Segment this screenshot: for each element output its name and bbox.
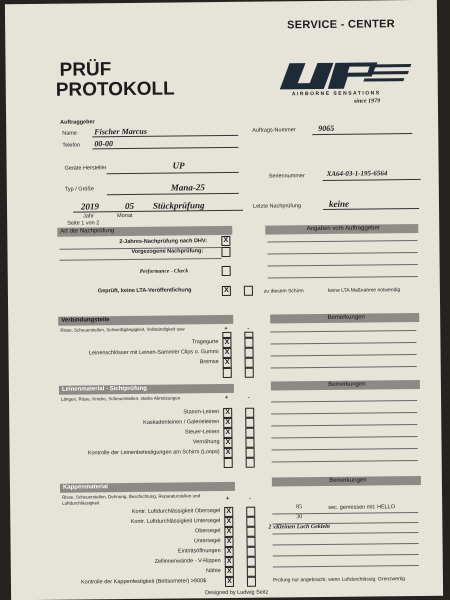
canopy-plus-checkbox[interactable]: X bbox=[225, 557, 234, 567]
line-item: Kontrolle der Leinenbefestigungen am Schirm (Loops) bbox=[87, 449, 220, 457]
at-glider-label: zu diesem Schirm bbox=[263, 288, 304, 295]
connector-minus-checkbox[interactable] bbox=[244, 338, 253, 348]
canopy-minus-checkbox[interactable] bbox=[246, 517, 255, 527]
connector-item: Tragegurte bbox=[191, 339, 219, 346]
client-section-label: Auftraggeber bbox=[60, 119, 95, 126]
connector-minus-checkbox[interactable] bbox=[245, 348, 254, 358]
performance-check-label: Performance - Check bbox=[139, 268, 189, 275]
connectors-header: Verbindungsteile bbox=[58, 315, 233, 326]
canopy-header: Kappenmaterial bbox=[60, 482, 235, 493]
type-label: Typ / Größe bbox=[64, 186, 94, 193]
line-item: Vernähung bbox=[192, 439, 220, 446]
lines-plus: + bbox=[224, 394, 229, 401]
year-label: Jahr bbox=[83, 213, 94, 220]
final-note: Prüfung nur angebracht, wenn Luftdurchlässig. Grenzwertig bbox=[272, 576, 405, 584]
name-label: Name bbox=[62, 130, 77, 137]
line-plus-checkbox[interactable]: X bbox=[223, 438, 232, 448]
tested-no-lta-label: Geprüft, keine LTA-Veröffentlichung bbox=[97, 287, 192, 295]
canopy-item: Kontrolle der Kappenfestigkeit (Bettsometer) >900$ bbox=[80, 578, 207, 586]
maker-label: Geräte Hersteller bbox=[64, 165, 107, 172]
connector-plus-checkbox[interactable]: X bbox=[223, 358, 232, 368]
connector-plus-checkbox[interactable]: X bbox=[222, 338, 231, 348]
canopy-minus-checkbox[interactable] bbox=[246, 507, 255, 517]
year-value: 2019 bbox=[80, 201, 100, 212]
phone-label: Telefon bbox=[62, 142, 81, 149]
canopy-plus-checkbox[interactable]: X bbox=[225, 567, 234, 577]
canopy-minus: - bbox=[249, 495, 251, 502]
canopy-minus-checkbox[interactable] bbox=[246, 537, 255, 547]
canopy-subtitle: Risse, Scheuerstellen, Dehnung, Beschichtung, Reparaturstellen und Luftdurchlässigkeit bbox=[62, 493, 201, 506]
name-value: Fischer Marcus bbox=[94, 126, 147, 137]
service-center-label: SERVICE - CENTER bbox=[287, 18, 396, 32]
porosity-value-2: 30 bbox=[296, 514, 303, 521]
month-value: 05 bbox=[124, 200, 135, 212]
connectors-remarks-header: Bemerkungen bbox=[270, 313, 419, 324]
lines-minus: - bbox=[247, 394, 250, 401]
canopy-item: Kontr. Luftdurchlässigkeit Untersegel bbox=[130, 518, 221, 525]
canopy-plus-checkbox[interactable]: X bbox=[224, 527, 233, 537]
line-minus-checkbox[interactable] bbox=[245, 438, 254, 448]
lower-sail-note: 2 xKleinen Loch Geklebt bbox=[268, 523, 330, 531]
line-item: Stamm-Leinen bbox=[183, 409, 220, 416]
lines-remarks-header: Bemerkungen bbox=[271, 380, 420, 391]
lines-subtitle: Längen, Risse, Knicke, Scheuerstellen, starke Abnutzungen bbox=[61, 395, 181, 402]
canopy-plus-checkbox[interactable]: X bbox=[224, 537, 233, 547]
up-logo-mark bbox=[277, 58, 417, 93]
connector-minus-checkbox[interactable] bbox=[245, 368, 254, 378]
canopy-item: Eintrittsöffnungen bbox=[177, 548, 221, 555]
connector-minus-checkbox[interactable] bbox=[245, 358, 254, 368]
early-check-checkbox[interactable] bbox=[221, 247, 230, 257]
check-type-value: Stückprüfung bbox=[152, 200, 205, 211]
tested-minus-checkbox[interactable] bbox=[244, 286, 253, 296]
title-line-1: PRÜF bbox=[59, 59, 112, 81]
canopy-plus-checkbox[interactable]: X bbox=[224, 517, 233, 527]
maker-value: UP bbox=[172, 160, 185, 171]
connector-item: Leinenschlösser mit Leinen-Sammler Clips o. Gummi bbox=[88, 349, 219, 357]
month-label: Monat bbox=[117, 212, 133, 220]
inspection-header: Art der Nachprüfung bbox=[57, 226, 232, 237]
canopy-minus-checkbox[interactable] bbox=[247, 557, 256, 567]
dhv-label: 2-Jahres-Nachprüfung nach DHV: bbox=[119, 238, 208, 246]
connector-plus-checkbox[interactable]: X bbox=[223, 348, 232, 358]
canopy-item: Obersegel bbox=[194, 528, 221, 535]
line-minus-checkbox[interactable] bbox=[246, 458, 255, 468]
canopy-minus-checkbox[interactable] bbox=[247, 547, 256, 557]
canopy-item: Nähte bbox=[206, 568, 221, 575]
connectors-subtitle: Risse, Scheuerstellen, Schweißgängigkeit, Vollständigkeit usw bbox=[60, 326, 185, 333]
no-lta-label: keine LTA Maßnahme notwendig bbox=[327, 287, 401, 294]
canopy-minus-checkbox[interactable] bbox=[247, 567, 256, 577]
last-check-value: keine bbox=[328, 198, 350, 209]
canopy-item: Kontr. Luftdurchlässigkeit Obersegel bbox=[131, 508, 221, 515]
order-number-value: 9065 bbox=[318, 123, 335, 134]
line-minus-checkbox[interactable] bbox=[245, 418, 254, 428]
protocol-sheet bbox=[5, 0, 443, 600]
connectors-minus: - bbox=[247, 325, 250, 332]
line-plus-checkbox[interactable]: X bbox=[224, 448, 233, 458]
line-item: Kaskadenleinen / Galerieleinen bbox=[143, 419, 220, 426]
client-info-header: Angaben vom Auftraggeber bbox=[265, 224, 418, 235]
order-number-label: Auftrags-Nummer bbox=[252, 127, 296, 134]
line-plus-checkbox[interactable]: X bbox=[223, 408, 232, 418]
canopy-item: Zellinnenwände - V-Rippen bbox=[154, 558, 221, 565]
canopy-remarks-header: Bemerkungen bbox=[272, 476, 421, 487]
connector-plus-checkbox[interactable] bbox=[223, 368, 232, 378]
tested-plus-checkbox[interactable]: X bbox=[222, 286, 231, 296]
lines-header: Leinenmaterial - Sichtprüfung bbox=[59, 384, 234, 395]
canopy-plus: + bbox=[226, 495, 230, 502]
early-check-label: Vorgezogene Nachprüfung: bbox=[131, 248, 204, 255]
footer-credit: Designed by Ludwig Seitz bbox=[205, 589, 269, 597]
line-minus-checkbox[interactable] bbox=[245, 428, 254, 438]
line-plus-checkbox[interactable]: X bbox=[223, 428, 232, 438]
serial-label: Seriennummer bbox=[268, 173, 305, 180]
canopy-item: Untersegel bbox=[193, 538, 221, 545]
phone-value: 00-00 bbox=[94, 139, 114, 149]
line-item: Steuer-Leinen bbox=[184, 429, 220, 436]
canopy-plus-checkbox[interactable]: X bbox=[225, 577, 234, 587]
up-logo bbox=[277, 58, 418, 109]
canopy-minus-checkbox[interactable] bbox=[247, 577, 256, 587]
page-indicator: Seite 1 von 2 bbox=[67, 220, 100, 227]
serial-value: XA64-03-1-195-6564 bbox=[326, 169, 388, 178]
logo-since: since 1979 bbox=[353, 98, 381, 105]
performance-checkbox[interactable] bbox=[222, 266, 231, 276]
line-plus-checkbox[interactable]: X bbox=[223, 418, 232, 428]
canopy-plus-checkbox[interactable]: X bbox=[224, 507, 233, 517]
logo-tagline: AIRBORNE SENSATIONS bbox=[291, 90, 381, 98]
connectors-plus: + bbox=[224, 325, 228, 332]
canopy-plus-checkbox[interactable]: X bbox=[225, 547, 234, 557]
type-value: Mana-25 bbox=[170, 182, 205, 193]
line-minus-checkbox[interactable] bbox=[245, 408, 254, 418]
line-minus-checkbox[interactable] bbox=[246, 448, 255, 458]
connector-item: Bremse bbox=[199, 359, 219, 366]
porosity-text: sec. gemessen mit: HELLO bbox=[328, 504, 396, 511]
dhv-checkbox[interactable]: X bbox=[221, 236, 230, 246]
last-check-label: Letzte Nachprüfung bbox=[252, 203, 302, 210]
canopy-minus-checkbox[interactable] bbox=[246, 527, 255, 537]
porosity-value: 85 bbox=[296, 504, 303, 511]
title-line-2: PROTOKOLL bbox=[55, 78, 175, 101]
line-plus-checkbox[interactable] bbox=[224, 458, 233, 468]
